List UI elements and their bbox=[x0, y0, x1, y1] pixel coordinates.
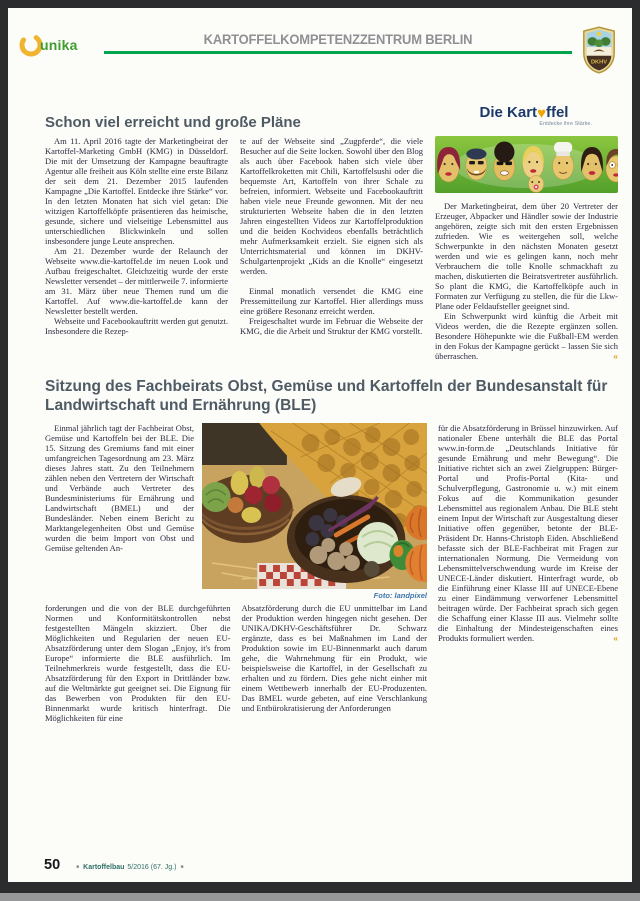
square-icon: ■ bbox=[180, 864, 184, 870]
paragraph: Der Marketingbeirat, dem über 20 Vertreter der Erzeuger, Abpacker und Händler sowie der Industrie angehören, zeigte sich mit den ersten Ergebnissen zufrieden. Wie es weitergehen soll, welche Schwerpunkte in den nächsten Monaten gesetzt werden und wie es gelingen kann, noch mehr Verbrauchern die tolle Knolle schmackhaft zu machen, diskutierten die Beiratsvertreter ausführlich. So plant die KMG, die Kartoffelköpfe auch in Formaten zur Verfügung zu stellen, die für die Lkw-Plane oder Feldaufsteller geeignet sind. bbox=[435, 201, 618, 311]
article2-figure bbox=[202, 423, 427, 600]
unika-logo bbox=[18, 32, 104, 58]
journal-name: Kartoffelbau bbox=[83, 864, 125, 871]
article2-headline: Sitzung des Fachbeirats Obst, Gemüse und Kartoffeln der Bundesanstalt für Landwirtschaft und Ernährung (BLE) bbox=[45, 378, 608, 414]
paragraph bbox=[438, 423, 618, 643]
article1-column-1 bbox=[45, 136, 228, 361]
page-header bbox=[18, 30, 618, 79]
article-ble bbox=[45, 378, 618, 723]
kartoffel-tagline: Entdecke ihre Stärke. bbox=[539, 121, 592, 127]
header-rule bbox=[104, 51, 572, 54]
paragraph: Am 21. Dezember wurde der Relaunch der Webseite www.die-kartoffel.de im neuen Look und Aufbau freigeschaltet. Gleichzeitig wurde der erste Newsletter versendet – der mittlerweile 7. informierte am 31. März über neue Themen rund um die Kartoffel. Auf www.die-kartoffel.de kann der Newsletter bestellt werden. bbox=[45, 246, 228, 316]
article2-column-1 bbox=[45, 423, 194, 600]
unika-wordmark: unika bbox=[40, 37, 78, 53]
article2-column-3 bbox=[438, 423, 618, 723]
journal-line bbox=[76, 864, 183, 871]
kartoffel-logo-part2: ffel bbox=[545, 104, 569, 121]
article1-column-3-text bbox=[435, 201, 618, 361]
article2-left-region bbox=[45, 423, 427, 723]
article1-column-2 bbox=[240, 136, 423, 361]
vegetables-photo bbox=[202, 423, 427, 589]
page-footer bbox=[44, 857, 183, 873]
paragraph: forderungen und die von der BLE durchgeführten Normen und Konformitätskontrollen nebst festgestellten Mängeln skizziert. Über die Möglichkeiten und Regularien der neuen EU-Absatzförderung unter dem Slogan „Enjoy, it's from Europe“ informierte die BLE ausführlich. Im Teilnehmerkreis wurde festgestellt, dass die EU-Absatzförderung für den Export in Drittländer bzw. auf die Weltmärkte gut geeignet sei. Die Eignung für das Bewerben von Produkten für den EU-Binnenmarkt wurde kritisch hinterfragt. Die Möglichkeiten für eine bbox=[45, 603, 231, 723]
article1-endmark: « bbox=[613, 351, 618, 361]
article2-column-1-cont bbox=[45, 603, 231, 723]
paragraph: Einmal jährlich tagt der Fachbeirat Obst, Gemüse und Kartoffeln bei der BLE. Die 15. Sitzung des Gremiums fand mit einer umfangreichen Tagesordnung am 23. März dieses Jahres statt. Zu den Teilnehmern zählen neben den Vertretern der Wirtschaft und Verbände auch Vertreter des Bundesministeriums für Ernährung und Landwirtschaft (BMEL) und der Bundesländer. Neben einem Bericht zu Marktangelegenheiten Obst und Gemüse wurden die beim Import von Obst und Gemüse geltenden An- bbox=[45, 423, 194, 553]
paragraph: Absatzförderung durch die EU unmittelbar im Land der Produktion werden hingegen nicht gesehen. Der UNIKA/DKHV-Geschäftsführer Dr. Schwarz ergänzte, dass es bei Maßnahmen im Land der Produktion sowie im EU-Binnenmarkt auch darum gehe, die Wahrnehmung für ein Produkt, wie beispielsweise die Kartoffel, in der Gesellschaft zu erhalten und zu fördern. Dies gehe nicht einher mit einem Wettbewerb innerhalb der EU-Produzenten. Das BMEL wurde gebeten, auf eine Verschlankung und Entbürokratisierung der Anforderungen bbox=[241, 603, 427, 713]
page-title: KARTOFFELKOMPETENZZENTRUM BERLIN bbox=[203, 32, 473, 47]
journal-issue: 5/2016 (67. Jg.) bbox=[127, 864, 177, 871]
potato-heads-image bbox=[435, 136, 618, 193]
kartoffel-logo-part1: Die Kart bbox=[479, 104, 538, 121]
paragraph: Am 11. April 2016 tagte der Marketingbeirat der Kartoffel-Marketing GmbH (KMG) in Düsseldorf. Die mit der Umsetzung der Kampagne beauftragte Agentur alle freiheit aus Köln stellte eine erste Bilanz der seit dem 21. Dezember 2015 laufenden Kampagne „Die Kartoffel. Entdecke ihre Stärke“ vor. In den letzten Monaten hat sich viel getan: Die witzigen Kartoffelköpfe präsentieren das heimische, gesunde, sichere und vielseitige Lebensmittel aus unterschiedlichen Blickwinkeln und sollen insbesondere junge Leute ansprechen. bbox=[45, 136, 228, 246]
paragraph: Webseite und Facebookauftritt werden gut genutzt. Insbesondere die Rezep- bbox=[45, 316, 228, 336]
paragraph-text: für die Absatzförderung in Brüssel hinzuwirken. Auf nationaler Ebene unterhält die BLE das Portal www.in-form.de „Deutschlands Initiative für gesunde Ernährung und mehr Bewegung“. Die Initiative richtet sich an zwei Zielgruppen: Bürger-Portal und Profis-Portal (Kita- und Schulverpflegung, Gastronomie u. w.) mit einem Fokus auf die Kommunikation gesunder Lebensmittel aus regionalem Anbau. Die BLE steht einem Input der Wirtschaft zur Ausgestaltung dieser Initiative offen gegenüber, betonte der BLE-Präsident Dr. Hanns-Christoph Eiden. Abschließend befasste sich der BLE-Fachbeirat mit Fragen zur internationalen Normung. Die Vermeidung von Lebensmittelverschwendung wurde im Kreise der UNECE-Länder diskutiert. Hinterfragt wurde, ob die Einführung einer Klasse III auf UNECE-Ebene zu einer Eindämmung verworfener Lebensmittel beitragen würde. Der Fachbeirat sprach sich gegen die Schaffung einer Klasse III aus. Vielmehr sollte die Einhaltung der Mindesteigenschaften eines Produkts formuliert werden. bbox=[438, 423, 618, 643]
paragraph: Einmal monatlich versendet die KMG eine Pressemitteilung zur Kartoffel. Hier allerdings muss eine größere Resonanz erreicht werden. bbox=[240, 286, 423, 316]
article2-endmark: « bbox=[613, 633, 618, 643]
article1-column-3 bbox=[435, 136, 618, 361]
page-content bbox=[45, 105, 618, 723]
article2-column-2 bbox=[242, 603, 428, 723]
square-icon: ■ bbox=[76, 864, 80, 870]
header-middle bbox=[104, 32, 572, 54]
kartoffel-logo bbox=[430, 105, 618, 131]
paragraph bbox=[435, 311, 618, 361]
crest-label: DKHV bbox=[590, 59, 608, 66]
page-number: 50 bbox=[44, 857, 61, 873]
paragraph: te auf der Webseite sind „Zugpferde“, die viele Besucher auf die Seite locken. Sowohl über den Blog als auch über Facebook haben sich viele über Kartoffelkroketten mit Chili, Kartoffelsushi oder die bequemste Art, Kartoffeln von ihrer Schale zu befreien, informiert. Webseite und Facebookauftritt haben viele neue Freunde gewonnen. Mit der neu strukturierten Webseite haben die in den letzten Jahren eingestellten Videos zur Kartoffelproduktion und die beiden Kochvideos ebenfalls beträchtlich mehr Aufmerksamkeit erzielt. Sie eignen sich als Unterrichtsmaterial und können im DKHV-Schulgartenprojekt „Kids an die Knolle“ eingesetzt werden. bbox=[240, 136, 423, 276]
photo-caption: Foto: landpixel bbox=[373, 591, 427, 600]
heart-icon: ♥ bbox=[537, 105, 546, 122]
article-kmg bbox=[45, 105, 618, 361]
paragraph: Freigeschaltet wurde im Februar die Webseite der KMG, die die Arbeit und Struktur der KMG vorstellt. bbox=[240, 316, 423, 336]
article1-headline: Schon viel erreicht und große Pläne bbox=[45, 114, 301, 131]
dkhv-crest-icon bbox=[580, 26, 618, 79]
magazine-page bbox=[8, 8, 632, 882]
paragraph-text: Ein Schwerpunkt wird künftig die Arbeit mit Videos werden, die die Rezepte ergänzen sollen. Besondere Höhepunkte wie die Fußball-EM werden in den Fokus der Kampagne gerückt – lassen Sie sich überraschen. bbox=[435, 311, 618, 361]
